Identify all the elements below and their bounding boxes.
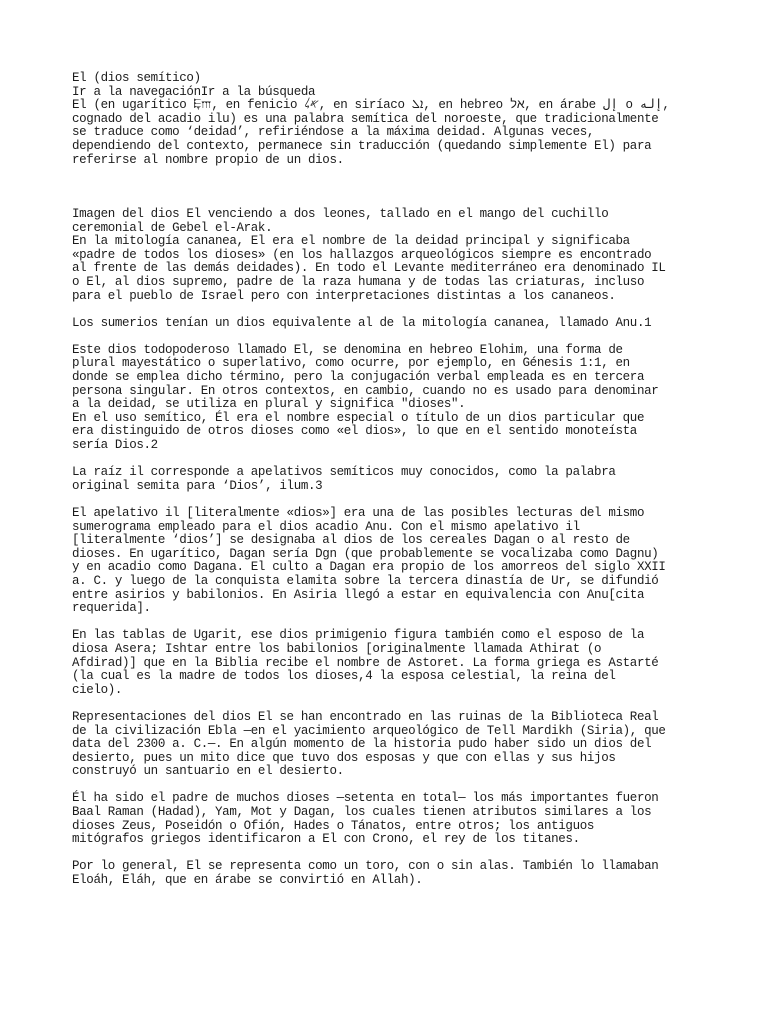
paragraph-line: «padre de todos los dioses» (en los hallazgos arqueológicos siempre es encontrado <box>72 247 652 262</box>
paragraph-line: dioses. En ugarítico, Dagan sería Dgn (que probablemente se vocalizaba como Dagnu) <box>72 546 659 561</box>
paragraph-line: Por lo general, El se representa como un toro, con o sin alas. También lo llamaban <box>72 859 659 874</box>
paragraph-line: Baal Raman (Hadad), Yam, Mot y Dagan, los cuales tienen atributos similares a los <box>72 805 652 820</box>
paragraph-line: Afdirad)] que en la Biblia recibe el nombre de Astoret. La forma griega es Astarté <box>72 655 659 670</box>
paragraph-line: desierto, pues un mito dice que tuvo dos esposas y que con ellas y sus hijos <box>72 750 616 765</box>
paragraph-line: cognado del acadio ilu) es una palabra semítica del noroeste, que tradicionalmente <box>72 111 659 126</box>
page-title: El (dios semítico) <box>72 71 201 85</box>
apelativo-paragraph <box>72 507 712 616</box>
paragraph-line: Representaciones del dios El se han encontrado en las ruinas de la Biblioteca Real <box>72 709 659 724</box>
paragraph-line: [literalmente ‘dios’] se designaba al dios de los cereales Dagan o al resto de <box>72 533 630 548</box>
padre-paragraph <box>72 792 712 846</box>
paragraph-line: entre asirios y babilonios. En Asiria llegó a estar en equivalencia con Anu[cita <box>72 587 645 602</box>
raiz-paragraph <box>72 466 712 493</box>
paragraph-line: referirse al nombre propio de un dios. <box>72 152 344 167</box>
paragraph-line: para el pueblo de Israel pero con interpretaciones distintas a los cananeos. <box>72 288 616 303</box>
paragraph-line: Él ha sido el padre de muchos dioses —setenta en total— los más importantes fueron <box>72 791 659 806</box>
paragraph-line: o El, al dios supremo, padre de la raza humana y de todas las criaturas, incluso <box>72 274 645 289</box>
paragraph-line: La raíz il corresponde a apelativos semíticos muy conocidos, como la palabra <box>72 465 616 480</box>
paragraph-line: mitógrafos griegos identificaron a El con Crono, el rey de los titanes. <box>72 832 580 847</box>
sumerios-paragraph <box>72 317 712 331</box>
paragraph-line: original semita para ‘Dios’, ilum.3 <box>72 478 323 493</box>
paragraph-line: y en acadio como Dagana. El culto a Dagan era propio de los amorreos del siglo XXII <box>72 560 666 575</box>
image-caption <box>72 208 712 235</box>
paragraph-line: (la cual es la madre de todos los dioses,4 la esposa celestial, la reina del <box>72 669 616 684</box>
paragraph-line: Los sumerios tenían un dios equivalente al de la mitología cananea, llamado Anu.1 <box>72 315 652 330</box>
paragraph-line: Eloáh, Eláh, que en árabe se convirtió en Allah). <box>72 873 423 888</box>
toro-paragraph <box>72 860 712 887</box>
paragraph-line: persona singular. En otros contextos, en cambio, cuando no es usado para denominar <box>72 383 659 398</box>
paragraph-line: El (en ugarítico 𐎛𐎍, en fenicio 𐤀𐤋, en siríaco ܐܠ, en hebreo אל, en árabe إل o إله, <box>72 98 670 113</box>
paragraph-line: En la mitología cananea, El era el nombre de la deidad principal y significaba <box>72 234 630 249</box>
paragraph-line: dependiendo del contexto, permanece sin traducción (quedando simplemente El) para <box>72 138 652 153</box>
navigation-links-text: Ir a la navegaciónIr a la búsqueda <box>72 84 316 99</box>
paragraph-line: plural mayestático o superlativo, como ocurre, por ejemplo, en Génesis 1:1, en <box>72 356 630 371</box>
document-body <box>72 72 712 888</box>
paragraph-line: de la civilización Ebla —en el yacimiento arqueológico de Tell Mardikh (Siria), que <box>72 723 666 738</box>
ebla-paragraph <box>72 711 712 779</box>
paragraph-line: En el uso semítico, Él era el nombre especial o título de un dios particular que <box>72 410 645 425</box>
paragraph-line: cielo). <box>72 682 123 697</box>
caption-line: ceremonial de Gebel el-Arak. <box>72 220 273 235</box>
paragraph-line: requerida]. <box>72 601 151 616</box>
paragraph-line: En las tablas de Ugarit, ese dios primigenio figura también como el esposo de la <box>72 628 645 643</box>
ugarit-paragraph <box>72 629 712 697</box>
caption-line: Imagen del dios El venciendo a dos leones, tallado en el mango del cuchillo <box>72 206 609 221</box>
paragraph-line: al frente de las demás deidades). En todo el Levante mediterráneo era denominado IL <box>72 261 666 276</box>
paragraph-line: data del 2300 a. C.—. En algún momento de la historia pudo haber sido un dios del <box>72 737 652 752</box>
paragraph-line: construyó un santuario en el desierto. <box>72 764 344 779</box>
paragraph-line: dioses Zeus, Poseidón o Ofión, Hades o Tánatos, entre otros; los antiguos <box>72 818 595 833</box>
paragraph-line: sumerograma empleado para el dios acadio Anu. Con el mismo apelativo il <box>72 519 580 534</box>
paragraph-line: sería Dios.2 <box>72 438 158 453</box>
intro-paragraph <box>72 99 712 167</box>
paragraph-line: diosa Asera; Ishtar entre los babilonios [originalmente llamada Athirat (o <box>72 641 602 656</box>
paragraph-line: se traduce como ‘deidad’, refiriéndose a la máxima deidad. Algunas veces, <box>72 125 595 140</box>
paragraph-line: a la deidad, se utiliza en plural y significa "dioses". <box>72 397 466 412</box>
paragraph-line: El apelativo il [literalmente «dios»] era una de las posibles lecturas del mismo <box>72 506 645 520</box>
paragraph-line: donde se emplea dicho término, pero la conjugación verbal empleada es en tercera <box>72 370 645 385</box>
paragraph-line: a. C. y luego de la conquista elamita sobre la tercera dinastía de Ur, se difundió <box>72 573 659 588</box>
mitologia-paragraph <box>72 235 712 303</box>
elohim-paragraph <box>72 344 712 453</box>
paragraph-line: Este dios todopoderoso llamado El, se denomina en hebreo Elohim, una forma de <box>72 342 623 357</box>
paragraph-line: era distinguido de otros dioses como «el dios», lo que en el sentido monoteísta <box>72 424 637 439</box>
